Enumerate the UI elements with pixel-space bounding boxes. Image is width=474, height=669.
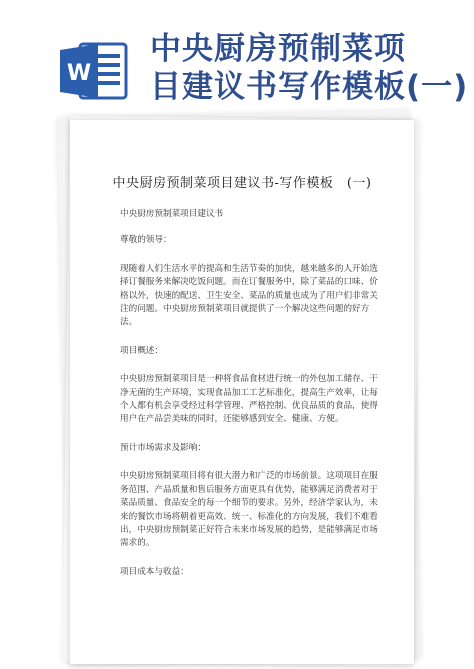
paragraph: 中央厨房预制菜项目是一种将食品食材进行统一的外包加工储存、干净无菌的生产环境，实现食品加工工艺标准化，提高生产效率，让每个人都有机会享受经过科学管理、严格控制、优良品质的食品，使得用户在产品尝美味的同时，还能够感到安全、健康、方便。 — [120, 374, 378, 425]
paragraph: 现随着人们生活水平的提高和生活节奏的加快，越来越多的人开始选择订餐服务来解决吃饭问题。而在订餐服务中，除了菜品的口味、价格以外，快速的配送、卫生安全、菜品的质量也成为了用户们非常关注的问题。中央厨房预制菜项目就提供了一个解决这些问题的好方法。 — [120, 263, 378, 328]
document-page — [70, 120, 414, 664]
page-title — [150, 30, 470, 106]
paragraph: 项目概述： — [120, 345, 163, 356]
paragraph: 中央厨房预制菜项目将有很大潜力和广泛的市场前景。这项项目在服务范围、产品质量和售后服务方面更具有优势，能够满足消费者对于菜品质量、食品安全的每一个细节的要求。另外，经济学家认为，未来的餐饮市场将朝着更高效、统一、标准化的方向发展，我们不难看出，中央厨房预制菜正好符合未来市场发展的趋势，是能够满足市场需求的。 — [120, 471, 378, 549]
document-title: 中央厨房预制菜项目建议书-写作模板 (一) — [112, 176, 372, 191]
word-letter: W — [66, 61, 92, 86]
paragraph: 尊敬的领导： — [120, 235, 172, 246]
paragraph: 预计市场需求及影响： — [120, 442, 206, 453]
paragraph: 项目成本与收益： — [120, 566, 189, 577]
page-header — [0, 0, 474, 110]
word-document-icon — [60, 42, 130, 100]
title-line-2: 目建议书写作模板(一) — [150, 69, 469, 105]
title-line-1: 中央厨房预制菜项 — [150, 31, 406, 67]
document-body — [120, 208, 382, 594]
paragraph: 中央厨房预制菜项目建议书 — [120, 209, 224, 219]
